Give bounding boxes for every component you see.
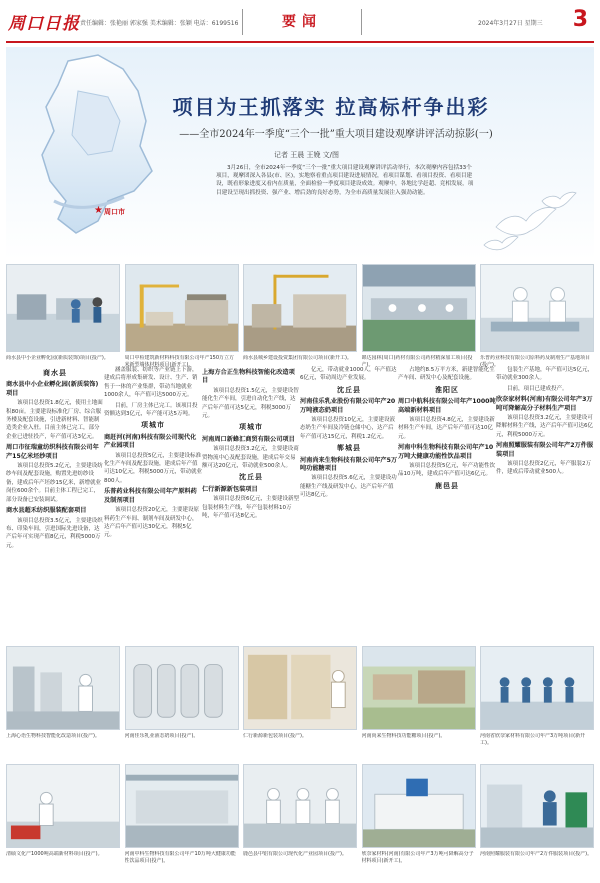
project-title: 河南照耀服装有限公司年产2万件服装项目 [496,442,594,458]
project-title: 商水县超禾纺织服装配套项目 [6,507,87,515]
city-marker-icon: ★ [94,205,103,216]
project-body: 该项目总投资5亿元，主要建设标准化生产车间及配套设施，建成后年产值可达10亿元，利税5000万元，带动就业800人。 [104,452,202,484]
hero-banner [6,47,594,260]
project-title: 欣奈家材料(河南)有限公司年产3万吨可降解高分子材料生产项目 [496,396,593,412]
filling-line-photo [125,764,239,848]
project-body: 该项目总投资5.6亿元，主要建设功能糖生产线及研发中心，达产后年产值可达8亿元。 [300,475,397,499]
editor-info: 责任编辑：张艳丽 郭家强 美术编辑：张颖 电话：6199516 [80,20,239,27]
production-hall-photo [362,264,476,352]
project-body: 该项目总投资20亿元，主要建设原料药生产车间、制剂车间及研发中心，达产后年产值可达30亿元，利税5亿元。 [104,507,199,539]
photo-caption: 商水县城乡建设投资集团有限公司项目(新开工)。 [243,355,352,361]
hero-subtitle: ——全市2024年一季度“三个一批”重大项目建设观摩讲评活动掠影(一) [179,129,493,140]
project-body: 该项目总投资3.5亿元，主要建设织布、印染车间，引进国际先进设备，达产后年可实现产值8亿元，利税5000万元。 [6,517,103,549]
photo-caption: 锦达园林(周口)药材有限公司药材精深加工项目(投产)。 [361,355,473,368]
storage-tanks-photo [125,646,239,730]
project-title: 河南中科生物科技有限公司年产10万吨大健康功能性饮品项目 [398,444,494,460]
assembly-workers-photo [243,764,357,848]
section-title: 要闻 [282,14,322,30]
project-title: 上海方合正生物科技智能化改造项目 [202,369,295,385]
project-body: 涵盖服装、纺织等产业链上下游，建成后将形成集研发、设计、生产、销售于一体的产业集群，带动当地就业1000余人，年产值可达5000万元。 [104,367,198,399]
photo-card [362,264,476,376]
photo-row-middle [6,646,594,754]
factory-exterior-photo [362,764,476,848]
articles-section [6,366,594,642]
project-title: 仁行新源新包装项目 [202,485,258,493]
project-body: 该项目总投资1.8亿元，使用土地面积80亩。主要建设标准化厂房、综合服务楼及配套设施，引进新材料、智能制造类企业入驻。目前主体已完工，部分企业已进驻投产，年产值可达3亿元。 [6,400,103,440]
photo-card [6,264,120,376]
project-body: 该项目总投资10亿元，主要建设液态奶生产车间及冷链仓储中心，达产后年产值可达15亿元，利税1.2亿元。 [300,417,395,440]
hero-lead-paragraph: 3月26日，全市2024年一季度“三个一批”重大项目建设观摩讲评活动举行，本次观摩内容包括33个项目，观摩团深入各县(市、区)，实地察看重点项目建设进展情况，看项目谋划、看项目投资、看项目建设，既看形象进度又看内在质量，全面检验一季度项目建设成效。观摩中，各地比学赶超、竞相发展，项目建设呈现出抓投资、强产业、增后劲的良好态势，为全市高质量发展注入强劲动能。 [216,165,474,196]
project-body: 该项目总投资2亿元，年产服装2万件，建成后带动就业500人。 [496,461,591,476]
photo-caption: 上海心语生物科技智能化改造项目(投产)。 [6,733,100,739]
masthead [6,5,594,43]
project-title: 乐普药业科技有限公司年产原料药及制剂项目 [104,488,197,504]
photo-caption: 河南佳乐乳业液态奶项目(投产)。 [124,733,199,739]
aerial-plant-photo [362,646,476,730]
project-body: 占地约8.5万平方米，新建智能化生产车间、研发中心及配套设施。 [398,367,495,382]
hero-title: 项目为王抓落实 拉高标杆争出彩 [172,95,490,119]
project-body: 该项目总投资4.8亿元，主要建设新材料生产车间，达产后年产值可达10亿元。 [398,417,495,440]
project-body: 目前，项目已建成投产。 [507,385,568,392]
newspaper-logo: 周口日报 [8,14,80,34]
project-title: 河南佳乐乳业股份有限公司年产20万吨液态奶项目 [300,398,396,414]
project-title: 商水县中小企业孵化园(新质装饰)项目 [6,381,99,397]
project-body: 该项目总投资5.2亿元，主要建设纺纱车间及配套设施，购置先进纺纱设备，建成后年产坯纱15亿米，新增就业岗位600余个。目前主体工程已完工，部分设备已安装调试。 [6,463,103,503]
county-heading: 项城市 [141,421,165,430]
county-heading: 项城市 [239,423,263,432]
project-body: 目前，厂房主体已完工。该项目投资额达到3亿元，年产能可达5万吨。 [104,402,198,418]
photo-card [480,646,594,754]
project-title: 河南周口新蜂汇商贸有限公司项目 [202,435,295,443]
cleanroom-photo [6,764,120,848]
photo-card [480,764,594,872]
project-body: 该项目总投资6亿元，主要建设新型包装材料生产线，年产包装材料10万吨，年产值可达8亿元。 [202,496,300,520]
photo-caption: 鹿邑县中铝有限公司现代化产业园项目(投产)。 [243,851,347,857]
photo-card [125,264,239,376]
building-site-photo [243,264,357,352]
photo-row-bottom [6,764,594,872]
article-column [104,366,202,642]
photo-caption: 仁行新源新包装项目(投产)。 [243,733,307,739]
city-label: 周口市 [104,208,125,216]
garment-workshop-photo [480,764,594,848]
project-body: 包装生产基地，年产值可达5亿元，带动就业300余人。 [496,367,594,382]
county-heading: 鹿邑县 [435,481,459,490]
photo-card [125,764,239,872]
photo-caption: 河南尚来生物科技功能糖项目(投产)。 [361,733,446,739]
county-heading: 淮阳区 [435,385,459,394]
photo-caption: 河南照耀服装有限公司年产2万件服装项目(投产)。 [480,851,593,857]
county-heading: 商水县 [43,369,67,377]
project-title: 周口中航科技有限公司年产1000吨高端新材料项目 [398,398,496,414]
project-title: 周口市征瑞童纺织科技有限公司年产15亿米坯纱项目 [6,444,99,460]
hero-byline: 记者 王晨 王娩 文/图 [274,151,340,159]
article-column [300,366,398,642]
packaging-line-photo [243,646,357,730]
project-title: 河南尚来生物科技有限公司年产5万吨功能糖项目 [300,456,398,473]
photo-card [125,646,239,754]
project-body: 该项目总投资3.2亿元，主要建设可降解材料生产线，达产后年产值可达6亿元，利税5000万元。 [496,415,594,438]
article-column [496,366,594,642]
photo-card [243,646,357,754]
photo-caption: 周口中检建筑新材料科技有限公司年产150万立方米新型墙体材料项目(新开工)。 [124,355,235,368]
project-body: 该项目总投资3.2亿元，主要建设商贸物流中心及配套设施，建成后年交易额可达20亿元，带动就业500余人。 [202,446,299,470]
photo-card [362,646,476,754]
lab-equipment-photo [6,646,120,730]
workers-hall-photo [480,646,594,730]
construction-site-photo [125,264,239,352]
county-heading: 沈丘县 [239,473,263,482]
project-body: 该项目总投资1.5亿元，主要建设智能化生产车间，引进自动化生产线，达产后年产值可达5亿元，利税3000万元。 [202,387,299,420]
pharma-lab-photo [480,264,594,352]
photo-caption: 商水县中小企业孵化园(新质装饰)项目(投产)。 [6,355,109,361]
photo-row-top [6,264,594,376]
photo-caption: 欣奈家材料(河南)有限公司年产3万吨可降解高分子材料项目(新开工)。 [361,851,474,864]
page-number: 3 [572,7,588,32]
article-column [202,366,300,642]
project-body: 亿元，带动就业1000人，年产值达6亿元，带动周边产业发展。 [300,367,397,382]
county-heading: 郸城县 [337,444,361,453]
article-column [398,366,496,642]
photo-card [6,646,120,754]
section-box [242,9,362,35]
project-title: 商赶河(河南)科技有限公司现代化产业园项目 [104,433,197,450]
doves-illustration [476,187,586,257]
photo-card [362,764,476,872]
photo-card [480,264,594,376]
photo-card [243,764,357,872]
photo-card [243,264,357,376]
photo-caption: 乐普药业科技有限公司原料药及制剂生产基地项目(投产)。 [480,355,591,368]
factory-workshop-photo [6,264,120,352]
project-body: 该项目总投资5亿元，年产功能性饮品10万吨，建成后年产值可达6亿元。 [398,463,496,478]
article-column [6,366,104,642]
issue-date: 2024年3月27日 星期三 [478,20,543,27]
county-heading: 沈丘县 [337,385,361,394]
photo-caption: 河南中科生物科技有限公司年产10万吨大健康功能性饮品项目(投产)。 [124,851,236,864]
photo-caption: 清硕文化产1000吨高端新材料项目(投产)。 [6,851,103,857]
photo-caption: 河南省欣奈家材料有限公司年产3万吨项目(新开工)。 [480,733,586,746]
photo-card [6,764,120,872]
